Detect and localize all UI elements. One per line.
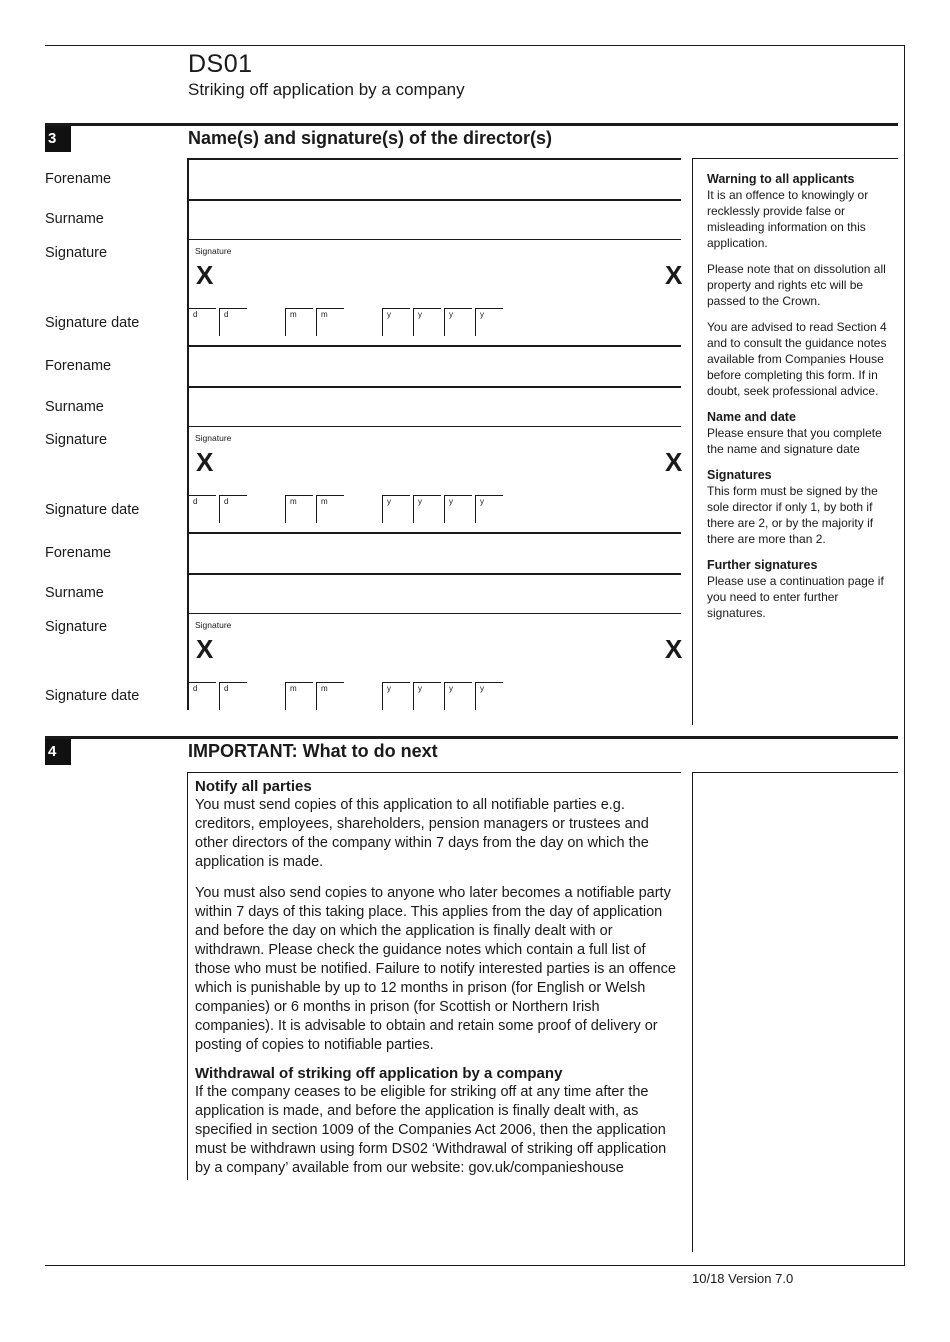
x-mark-icon: X [665, 634, 683, 664]
signature-label: Signature [45, 619, 108, 635]
advice-text: You are advised to read Section 4 and to consult the guidance notes available from Companies House before completing this form. If in doubt, seek professional advice. [707, 320, 887, 398]
further-signatures-heading: Further signatures [707, 558, 818, 572]
month-placeholder: m [321, 497, 328, 506]
year-placeholder: y [480, 497, 484, 506]
notify-paragraph-1: You must send copies of this application to all notifiable parties e.g. creditors, employees, shareholders, pension managers or trustees and other directors of the company within 7 days from the day on which the application is made. [195, 797, 649, 870]
withdrawal-text: If the company ceases to be eligible for striking off at any time after the application is made, and before the application is finally dealt with, as specified in section 1009 of the Companies Act 2006, then the application must be withdrawn using form DS02 ‘Withdrawal of striking off application by a company’ available from our website: gov.uk/companieshouse [195, 1084, 667, 1176]
day-placeholder: d [224, 684, 229, 693]
signature-label: Signature [45, 245, 108, 261]
signature-date-label: Signature date [45, 688, 140, 704]
director-2-forename-input[interactable] [188, 349, 685, 386]
director-3-surname-input[interactable] [188, 577, 685, 614]
month-placeholder: m [290, 684, 297, 693]
x-mark-icon: X [665, 447, 683, 477]
month-placeholder: m [290, 497, 297, 506]
withdrawal-block [195, 1064, 680, 1178]
version-label: 10/18 Version 7.0 [692, 1271, 794, 1286]
director-3-signature-box[interactable] [188, 614, 681, 682]
section-3-number: 3 [45, 126, 71, 152]
year-placeholder: y [387, 497, 391, 506]
warning-text: It is an offence to knowingly or recklessly provide false or misleading information on this application. [707, 188, 869, 250]
year-placeholder: y [449, 310, 453, 319]
forename-label: Forename [45, 545, 112, 561]
director-1-forename-input[interactable] [188, 162, 685, 199]
day-placeholder: d [193, 497, 198, 506]
director-1-signature-box[interactable] [188, 240, 681, 308]
dissolution-text: Please note that on dissolution all property and rights etc will be passed to the Crown. [707, 262, 886, 308]
withdrawal-heading: Withdrawal of striking off application by a company [195, 1065, 563, 1082]
year-placeholder: y [480, 684, 484, 693]
year-placeholder: y [387, 310, 391, 319]
surname-label: Surname [45, 211, 104, 227]
form-title: Striking off application by a company [188, 80, 465, 99]
section-4-number: 4 [45, 739, 71, 765]
sidebar-guidance [707, 171, 900, 621]
director-1-surname-input[interactable] [188, 203, 685, 240]
section-3-title: Name(s) and signature(s) of the director(s) [188, 128, 553, 148]
x-mark-icon: X [196, 260, 214, 290]
director-2-date-field[interactable] [188, 495, 518, 525]
name-date-text: Please ensure that you complete the name and signature date [707, 426, 882, 456]
x-mark-icon: X [665, 260, 683, 290]
director-1-date-field[interactable] [188, 308, 518, 338]
director-2-signature-box[interactable] [188, 427, 681, 495]
day-placeholder: d [193, 310, 198, 319]
notify-parties-block [195, 777, 680, 1055]
surname-label: Surname [45, 585, 104, 601]
notify-heading: Notify all parties [195, 778, 312, 795]
further-signatures-text: Please use a continuation page if you need to enter further signatures. [707, 574, 884, 620]
x-mark-icon: X [196, 447, 214, 477]
year-placeholder: y [418, 684, 422, 693]
month-placeholder: m [290, 310, 297, 319]
signatures-text: This form must be signed by the sole director if only 1, by both if there are 2, or by the majority if there are more than 2. [707, 484, 878, 546]
year-placeholder: y [418, 497, 422, 506]
year-placeholder: y [480, 310, 484, 319]
signature-caption: Signature [195, 620, 232, 630]
warning-heading: Warning to all applicants [707, 172, 855, 186]
year-placeholder: y [449, 684, 453, 693]
signature-date-label: Signature date [45, 315, 140, 331]
signatures-heading: Signatures [707, 468, 772, 482]
form-code: DS01 [188, 50, 253, 78]
name-date-heading: Name and date [707, 410, 796, 424]
month-placeholder: m [321, 684, 328, 693]
forename-label: Forename [45, 358, 112, 374]
year-placeholder: y [418, 310, 422, 319]
day-placeholder: d [193, 684, 198, 693]
signature-caption: Signature [195, 433, 232, 443]
section-4-title: IMPORTANT: What to do next [188, 741, 438, 761]
signature-caption: Signature [195, 246, 232, 256]
signature-date-label: Signature date [45, 502, 140, 518]
month-placeholder: m [321, 310, 328, 319]
forename-label: Forename [45, 171, 112, 187]
year-placeholder: y [387, 684, 391, 693]
x-mark-icon: X [196, 634, 214, 664]
notify-paragraph-2: You must also send copies to anyone who later becomes a notifiable party within 7 days of this taking place. This applies from the day of application and before the day on which the application is finally dealt with or withdrawn. Please check the guidance notes which contain a full list of those who must be notified. Failure to notify interested parties is an offence which is punishable by up to 12 months in prison (for English or Welsh companies) or 6 months in prison (for Scottish or Northern Irish companies). It is advisable to obtain and retain some proof of delivery or posting of copies to notifiable parties. [195, 885, 676, 1053]
director-3-date-field[interactable] [188, 682, 518, 712]
day-placeholder: d [224, 310, 229, 319]
director-2-surname-input[interactable] [188, 390, 685, 427]
director-3-forename-input[interactable] [188, 536, 685, 573]
surname-label: Surname [45, 399, 104, 415]
signature-label: Signature [45, 432, 108, 448]
day-placeholder: d [224, 497, 229, 506]
year-placeholder: y [449, 497, 453, 506]
